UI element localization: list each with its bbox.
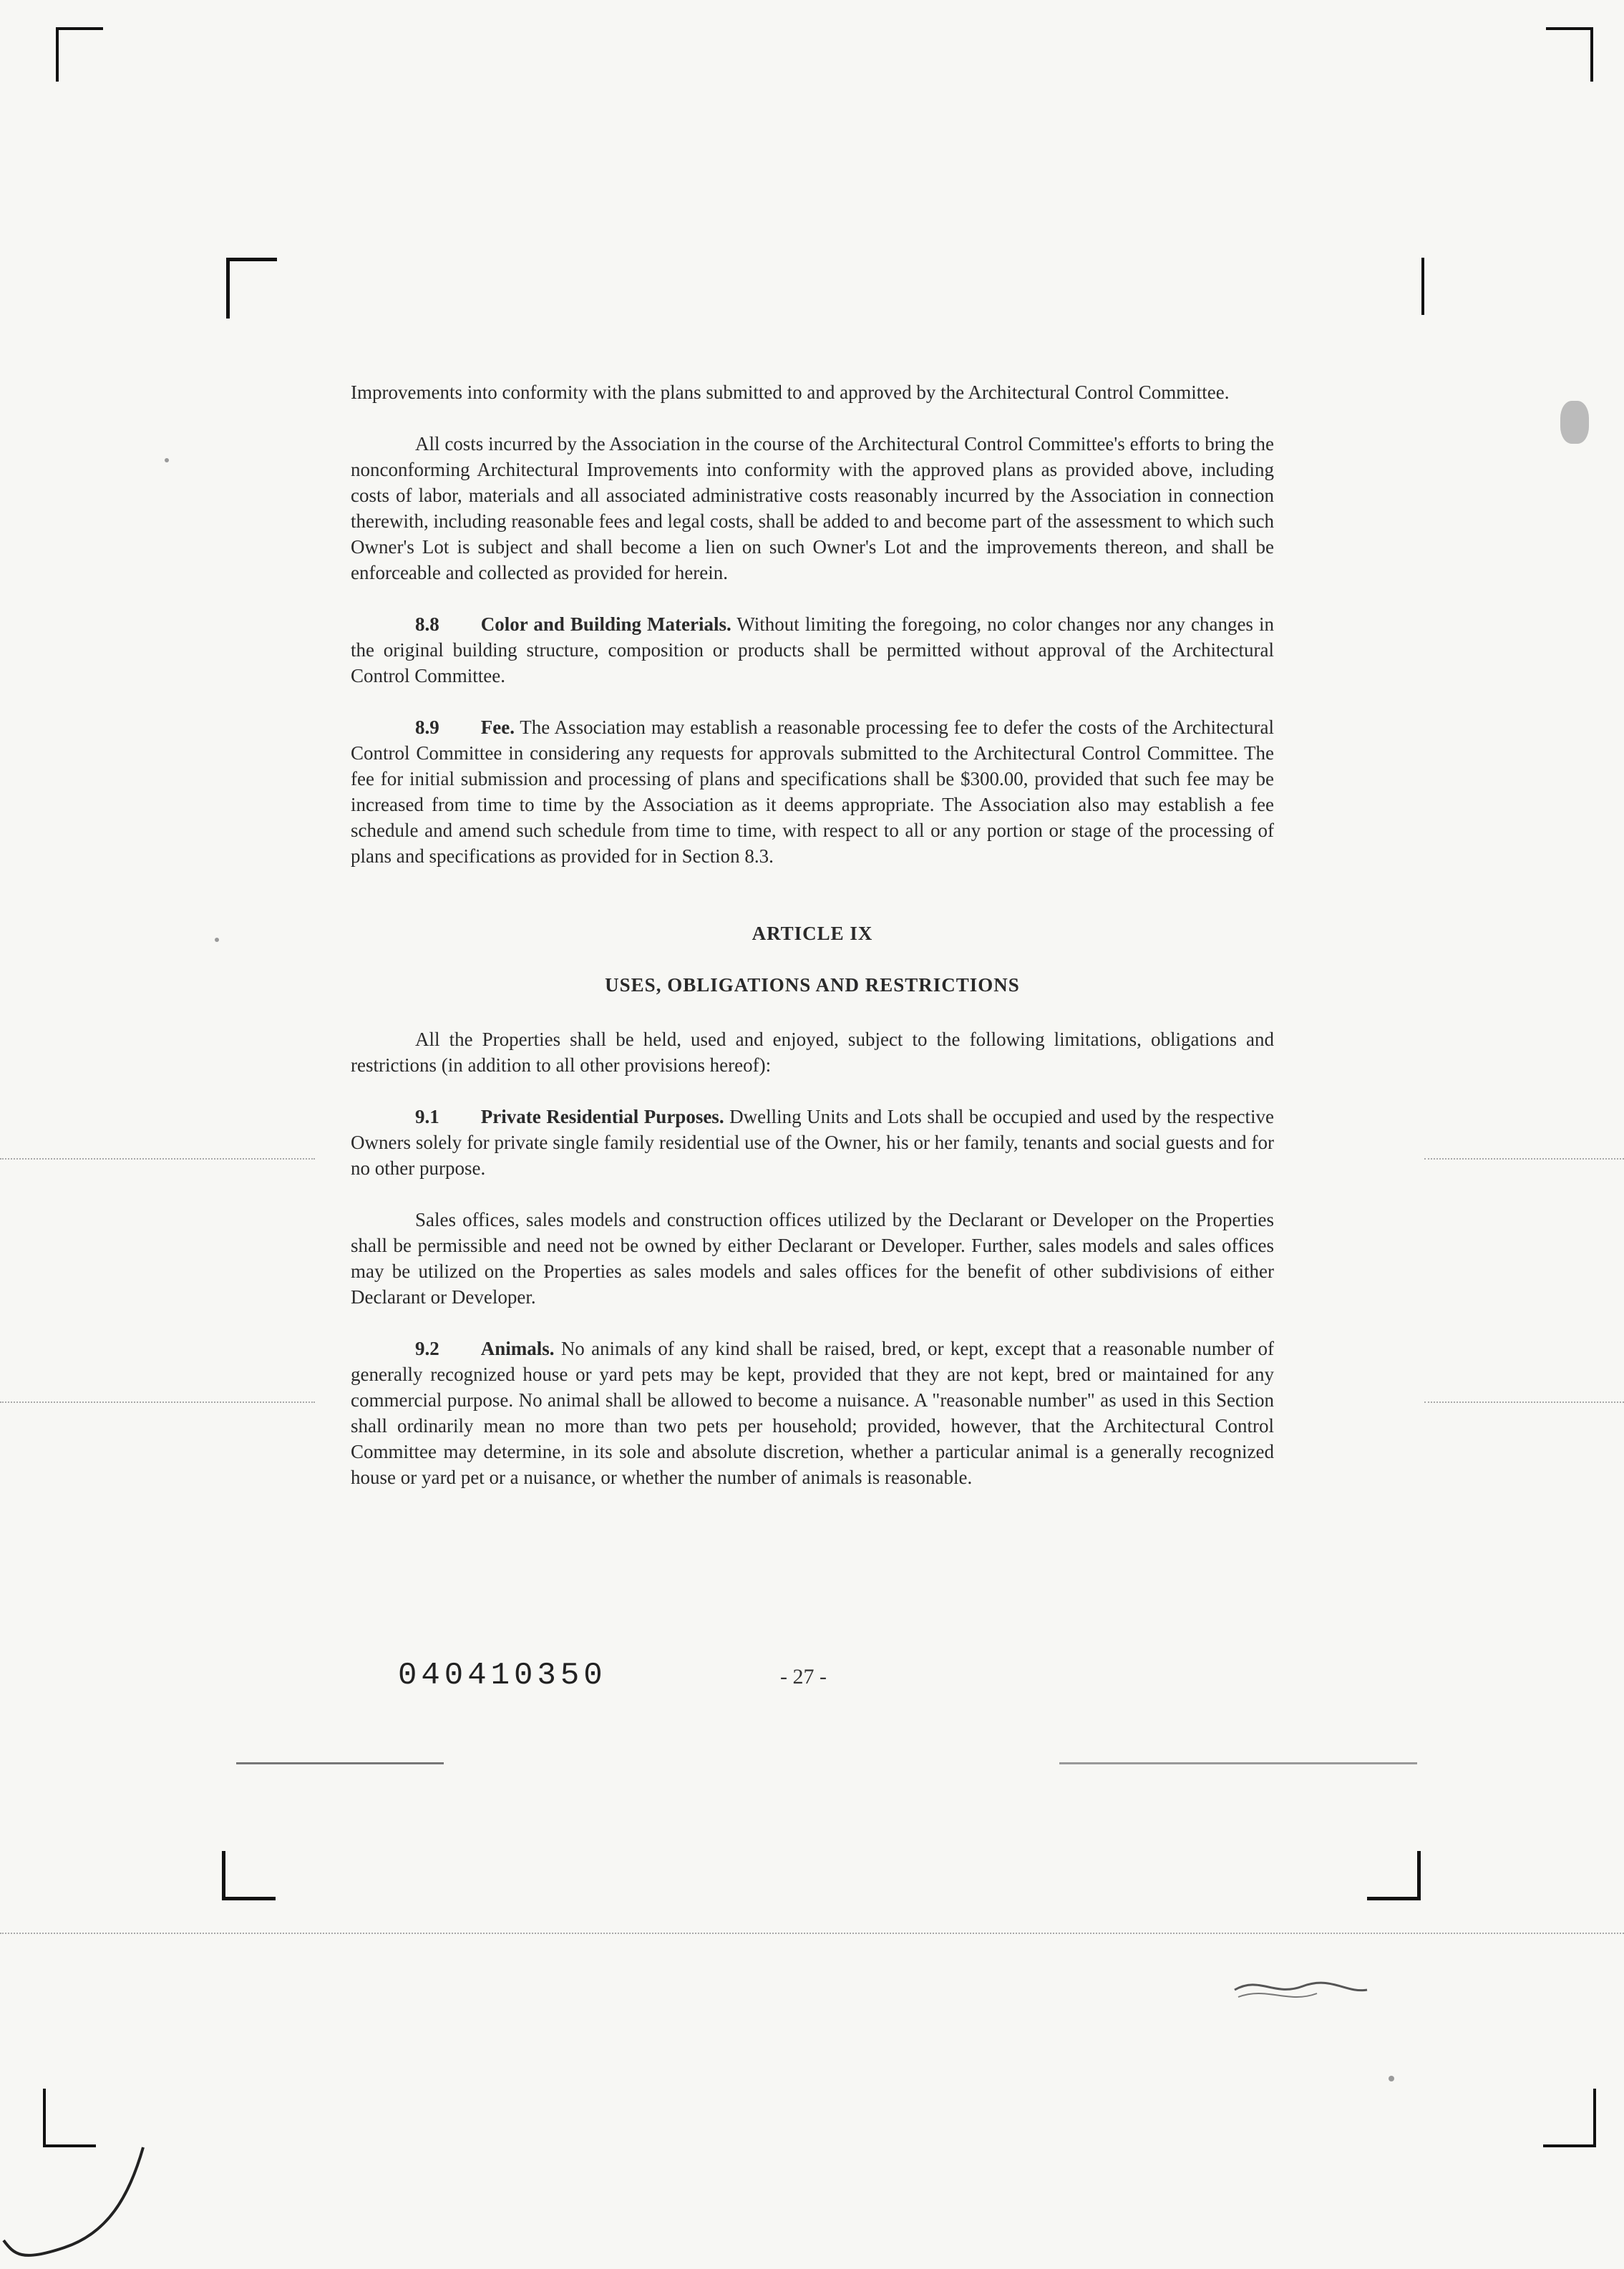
scan-line [0, 1933, 1624, 1934]
section-text: Without limiting the foregoing, no color changes nor any changes in the original building structure, composition or products shall be permitted without approval of the Architectural Control Committee. [351, 613, 1275, 686]
section-9-1-continuation: Sales offices, sales models and construction offices utilized by the Declarant or Developer on the Properties shall be permissible and need not be owned by either Declarant or Developer. Further, sales models and sales offices may be utilized on the Properties as sales models and sales offices for the benefit of other subdivisions of either Declarant or Developer. [351, 1209, 1274, 1308]
article-heading: ARTICLE IX [752, 923, 873, 944]
crop-mark-top-right-inner [1413, 258, 1424, 315]
crop-mark-top-left-inner [226, 258, 277, 319]
pen-mark [0, 2140, 157, 2269]
section-8-8 [351, 611, 1274, 689]
section-title: Animals. [480, 1338, 555, 1359]
section-9-2 [351, 1336, 1274, 1490]
crop-mark-bottom-right [1543, 2089, 1596, 2147]
paragraph-continuation: Improvements into conformity with the plans submitted to and approved by the Architectural Control Committee. [351, 382, 1230, 403]
section-number: 8.8 [415, 613, 439, 635]
scan-speck [215, 938, 219, 942]
article-intro: All the Properties shall be held, used and enjoyed, subject to the following limitations, obligations and restrictions (in addition to all other provisions hereof): [351, 1029, 1274, 1076]
page-number: - 27 - [780, 1665, 827, 1689]
paragraph-costs: All costs incurred by the Association in the course of the Architectural Control Committee's efforts to bring the nonconforming Architectural Improvements into conformity with the approved plans as provided above, including costs of labor, materials and all associated administrative costs reasonably incurred by the Association in connection therewith, including reasonable fees and legal costs, shall be added to and become part of the assessment to which such Owner's Lot is subject and shall become a lien on such Owner's Lot and the improvements thereon, and shall be enforceable and collected as provided for herein. [351, 433, 1274, 583]
crop-mark-mid-left [222, 1851, 276, 1900]
scan-speck [165, 458, 169, 462]
section-number: 9.2 [415, 1338, 439, 1359]
scan-line [1424, 1158, 1624, 1160]
section-number: 8.9 [415, 716, 439, 738]
crop-mark-mid-right [1367, 1851, 1421, 1900]
scan-speck [1389, 2076, 1394, 2081]
article-title: USES, OBLIGATIONS AND RESTRICTIONS [605, 974, 1020, 996]
pen-mark [1231, 1968, 1374, 2011]
page-footer [0, 1658, 1624, 1701]
scan-speck [1560, 401, 1589, 444]
section-title: Private Residential Purposes. [480, 1106, 724, 1127]
scan-line [0, 1401, 315, 1403]
crop-mark-bottom-left [43, 2089, 96, 2147]
section-text: No animals of any kind shall be raised, bred, or kept, except that a reasonable number of generally recognized house or yard pets may be kept, provided that they are not kept, bred or maintained for any commercial purpose. No animal shall be allowed to become a nuisance. A "reasonable number" as used in this Section shall ordinarily mean no more than two pets per household; provided, however, that the Architectural Control Committee may determine, in its sole and absolute discretion, whether a particular animal is a generally recognized house or yard pet or a nuisance, or whether the number of animals is reasonable. [351, 1338, 1275, 1488]
section-text: Dwelling Units and Lots shall be occupied and used by the respective Owners solely for private single family residential use of the Owner, his or her family, tenants and social guests and for no other purpose. [351, 1106, 1275, 1179]
section-title: Color and Building Materials. [480, 613, 731, 635]
section-9-1 [351, 1104, 1274, 1181]
section-text: The Association may establish a reasonable processing fee to defer the costs of the Architectural Control Committee in considering any requests for approvals submitted to the Architectural Control Committee. The fee for initial submission and processing of plans and specifications shall be $300.00, provided that such fee may be increased from time to time by the Association as it deems appropriate. The Association also may establish a fee schedule and amend such schedule from time to time, with respect to all or any portion or stage of the processing of plans and specifications as provided for in Section 8.3. [351, 716, 1274, 867]
page-edge-shadow [236, 1762, 444, 1764]
section-8-9 [351, 714, 1274, 869]
document-body [351, 379, 1274, 1516]
crop-mark-top-right-outer [1546, 27, 1593, 82]
section-title: Fee. [480, 716, 515, 738]
page-edge-shadow [1059, 1762, 1417, 1764]
scan-line [0, 1158, 315, 1160]
document-number: 040410350 [398, 1658, 607, 1694]
section-number: 9.1 [415, 1106, 439, 1127]
scan-line [1424, 1401, 1624, 1403]
crop-mark-top-left-outer [56, 27, 103, 82]
